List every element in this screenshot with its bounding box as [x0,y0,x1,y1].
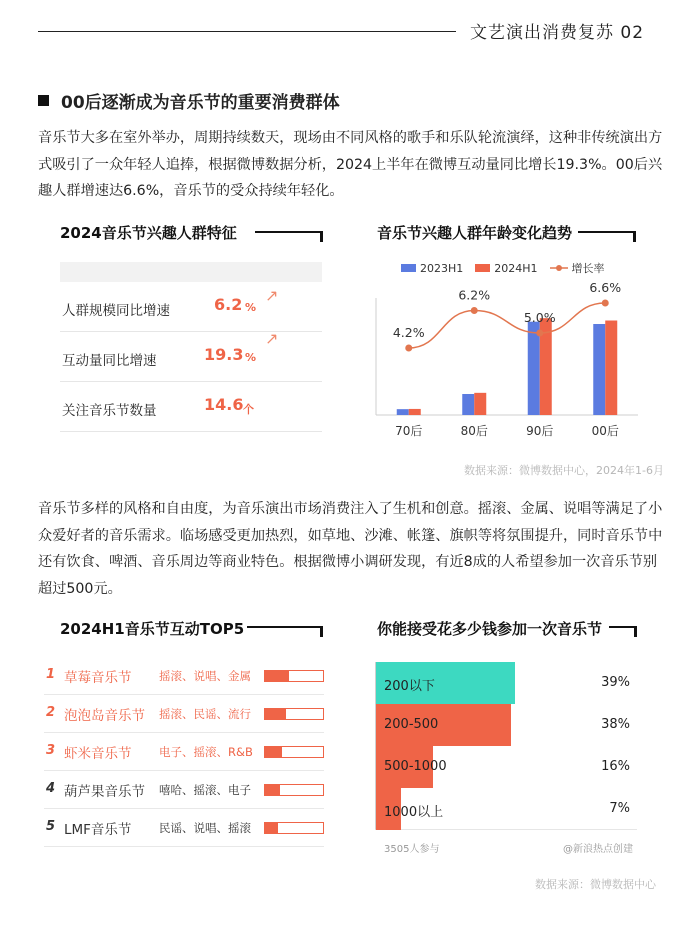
interaction-bar-fill [265,709,286,719]
features-title-tick [320,231,323,242]
section-heading [38,88,340,113]
x-tick-label: 90后 [526,424,554,438]
growth-rate-line [409,303,606,348]
price-category: 200以下 [384,679,435,694]
feature-label: 互动量同比增速 [62,353,157,369]
growth-rate-label: 4.2% [392,325,425,340]
feature-row [60,282,322,332]
legend-swatch [475,264,490,272]
poll-credit: @新浪热点创建 [563,844,633,855]
price-row [376,662,638,704]
feature-row [60,329,322,382]
interaction-bar [264,822,324,834]
price-category: 500-1000 [384,759,447,774]
feature-value: 6.2 [214,295,243,314]
rank-number: 5 [46,819,56,834]
growth-rate-point [405,345,412,352]
rank-number: 3 [46,743,56,758]
interaction-bar-fill [265,785,280,795]
age-title-rule [578,231,636,233]
up-arrow-icon: ↗ [265,286,279,305]
rank-number: 1 [46,667,56,682]
price-row [376,704,638,746]
up-arrow-icon: ↗ [265,329,279,348]
interaction-bar-fill [265,671,289,681]
page-header-title: 文艺演出消费复苏 02 [470,23,645,43]
price-percent: 38% [601,717,630,732]
top5-row [44,809,324,847]
legend-item [550,260,605,276]
rank-number: 4 [46,781,56,796]
features-title-rule [255,231,323,233]
x-tick-label: 80后 [460,424,488,438]
rank-number: 2 [46,705,56,720]
price-bar-chart [375,662,637,830]
top5-title-rule [247,626,323,628]
growth-rate-label: 6.6% [589,280,622,295]
growth-rate-point [602,300,609,307]
bar-2023H1 [397,409,409,415]
price-category: 1000以上 [384,805,444,820]
bar-2024H1 [409,409,421,415]
growth-rate-label: 6.2% [458,287,491,303]
festival-name: LMF音乐节 [64,822,132,838]
festival-tags: 摇滚、民谣、流行 [159,707,251,721]
legend-line-icon [550,264,568,272]
x-tick-label: 70后 [395,424,423,438]
growth-rate-label: 5.0% [523,310,556,325]
feature-value: 19.3 [204,345,244,364]
bar-2023H1 [462,394,474,415]
price-title-tick [634,626,637,637]
features-panel-title: 2024音乐节兴趣人群特征 [60,224,237,242]
legend-item [401,262,463,275]
features-header-shade [60,262,322,282]
festival-name: 草莓音乐节 [64,670,132,686]
interaction-bar [264,708,324,720]
price-percent: 7% [609,801,630,816]
interaction-bar [264,784,324,796]
price-category: 200-500 [384,717,439,732]
interaction-bar [264,746,324,758]
festival-tags: 电子、摇滚、R&B [159,745,253,759]
price-source: 数据来源：微博数据中心 [535,878,656,891]
square-bullet-icon [38,95,49,106]
festival-name: 葫芦果音乐节 [64,784,145,800]
legend-label: 2024H1 [494,261,538,275]
price-row [376,788,638,830]
top5-row [44,733,324,771]
bar-2024H1 [474,393,486,415]
top5-row [44,771,324,809]
body-paragraph: 音乐节多样的风格和自由度，为音乐演出市场消费注入了生机和创意。摇滚、金属、说唱等满足了小众爱好者的音乐需求。临场感受更加热烈，如草地、沙滩、帐篷、旗帜等将氛围提升，同时音乐节中还有饮食、啤酒、音乐周边等商业特色。根据微博小调研发现，有近8成的人希望参加一次音乐节别超过500元。 [38,501,663,597]
x-tick-label: 00后 [591,424,619,438]
age-chart-source: 数据来源：微博数据中心，2024年1-6月 [464,464,664,477]
top5-title-tick [320,626,323,637]
feature-unit: % [245,301,257,314]
participant-count: 3505人参与 [384,844,440,855]
festival-name: 虾米音乐节 [64,746,132,762]
age-trend-chart [370,278,645,448]
price-title-rule [609,626,637,628]
price-percent: 16% [601,759,630,774]
top5-row [44,657,324,695]
feature-unit: % [245,351,257,364]
price-percent: 39% [601,675,630,690]
top5-panel-title: 2024H1音乐节互动TOP5 [60,620,245,638]
header-rule [38,31,456,32]
interaction-bar [264,670,324,682]
age-panel-title: 音乐节兴趣人群年龄变化趋势 [377,224,573,242]
legend-label: 2023H1 [420,261,464,275]
top5-row [44,695,324,733]
age-chart-legend [401,260,617,276]
price-row [376,746,638,788]
age-title-tick [633,231,636,242]
bar-2023H1 [593,324,605,415]
legend-swatch [401,264,416,272]
growth-rate-point [471,307,478,314]
festival-tags: 民谣、说唱、摇滚 [159,821,251,835]
feature-label: 人群规模同比增速 [62,303,170,319]
growth-rate-point [536,330,543,337]
legend-label: 增长率 [571,262,605,275]
festival-name: 泡泡岛音乐节 [64,708,145,724]
bar-2024H1 [605,321,617,416]
feature-unit: 个 [243,403,254,416]
festival-tags: 摇滚、说唱、金属 [159,669,251,683]
feature-value: 14.6 [204,395,244,414]
legend-item [475,262,537,275]
festival-tags: 嘻哈、摇滚、电子 [159,783,251,797]
interaction-bar-fill [265,823,278,833]
feature-row [60,382,322,432]
intro-paragraph: 音乐节大多在室外举办，周期持续数天，现场由不同风格的歌手和乐队轮流演绎，这种非传统演出方式吸引了一众年轻人追捧，根据微博数据分析，2024上半年在微博互动量同比增长19.3%。00后兴趣人群增速达6.6%，音乐节的受众持续年轻化。 [38,130,663,199]
price-panel-title: 你能接受花多少钱参加一次音乐节 [377,620,603,638]
section-heading-text: 00后逐渐成为音乐节的重要消费群体 [61,93,340,113]
interaction-bar-fill [265,747,282,757]
feature-label: 关注音乐节数量 [62,403,157,419]
